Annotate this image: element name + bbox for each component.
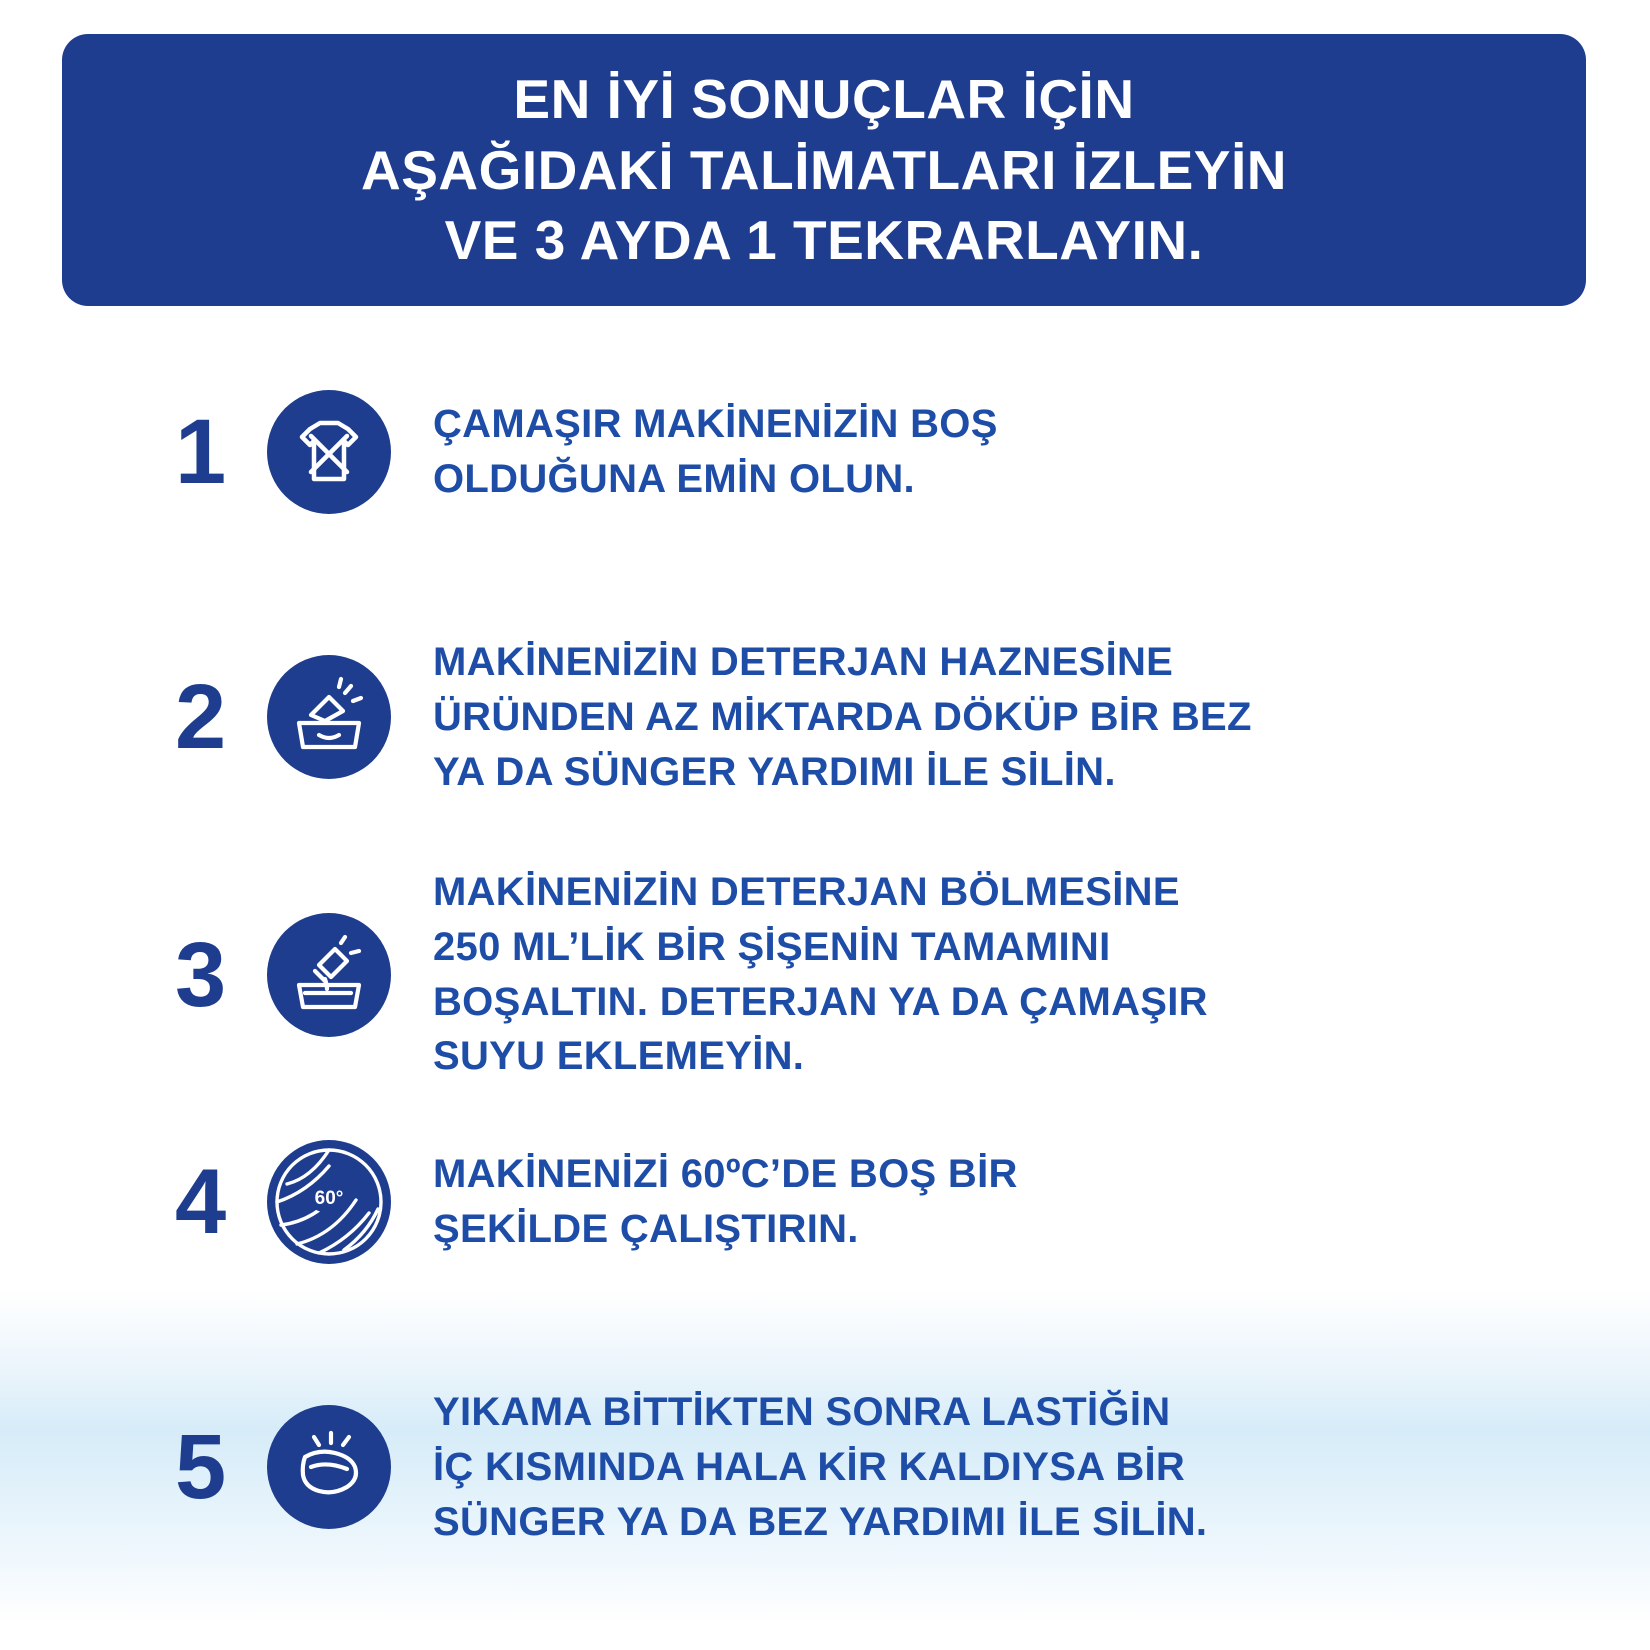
step-text: YIKAMA BİTTİKTEN SONRA LASTİĞİN İÇ KISMINDA HALA KİR KALDIYSA BİR SÜNGER YA DA BEZ YARDIMI İLE SİLİN. (433, 1390, 1208, 1544)
step-number: 2 (175, 666, 227, 769)
step-number: 4 (175, 1151, 227, 1253)
step-number: 5 (175, 1416, 227, 1519)
page-title-line-1: EN İYİ SONUÇLAR İÇİN (513, 68, 1135, 131)
list-item (175, 635, 1595, 799)
list-item (175, 1140, 1595, 1264)
cleaning-cloth-sponge-icon (267, 1405, 391, 1529)
detergent-drawer-wipe-icon (267, 655, 391, 779)
no-tumble-dry-garment-icon (267, 390, 391, 514)
page-title-line-2: AŞAĞIDAKİ TALİMATLARI İZLEYİN (360, 138, 1287, 201)
pouring-bottle-into-drawer-icon (267, 913, 391, 1037)
list-item (175, 390, 1595, 514)
step-text: MAKİNENİZİN DETERJAN HAZNESİNE ÜRÜNDEN AZ MİKTARDA DÖKÜP BİR BEZ YA DA SÜNGER YARDIMI İLE SİLİN. (433, 640, 1252, 794)
step-text: MAKİNENİZİN DETERJAN BÖLMESİNE 250 ML’LİK BİR ŞİŞENİN TAMAMINI BOŞALTIN. DETERJAN YA DA ÇAMAŞIR SUYU EKLEMEYİN. (433, 870, 1208, 1079)
page-title (321, 64, 1327, 275)
list-item (175, 865, 1595, 1084)
step-number: 1 (175, 401, 227, 503)
step-number: 3 (175, 923, 227, 1026)
page-title-line-3: VE 3 AYDA 1 TEKRARLAYIN. (444, 209, 1204, 272)
list-item (175, 1385, 1595, 1549)
step-text: MAKİNENİZİ 60ºC’DE BOŞ BİR ŞEKİLDE ÇALIŞTIRIN. (433, 1152, 1018, 1251)
step-text: ÇAMAŞIR MAKİNENİZİN BOŞ OLDUĞUNA EMİN OLUN. (433, 402, 998, 501)
header-banner (62, 34, 1586, 306)
icon-temperature-label: 60° (314, 1188, 344, 1209)
washing-machine-60-degrees-icon (267, 1140, 391, 1264)
